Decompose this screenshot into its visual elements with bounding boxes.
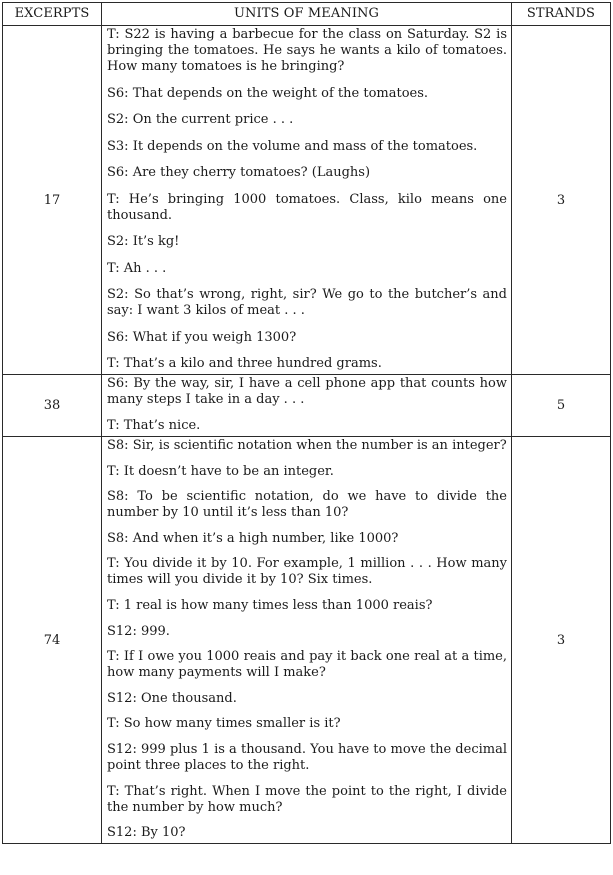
dialogue-line: T: That’s a kilo and three hundred grams. [107,356,382,371]
dialogue-line: S6: Are they cherry tomatoes? (Laughs) [107,165,371,180]
dialogue-line: S6: That depends on the weight of the tomatoes. [107,85,429,101]
dialogue-line: T: He’s bringing 1000 tomatoes. Class, kilo means one thousand. [107,191,507,223]
excerpts-table [2,2,611,844]
header-units-of-meaning: UNITS OF MEANING [102,3,512,26]
dialogue-line: T: S22 is having a barbecue for the class on Saturday. S2 is bringing the tomatoes. He says he wants a kilo of tomatoes. How many tomatoes is he bringing? [107,27,507,74]
dialogue-line: S12: 999 plus 1 is a thousand. You have to move the decimal point three places to the right. [107,741,507,773]
dialogue-line: S3: It depends on the volume and mass of the tomatoes. [107,138,478,154]
units-of-meaning-cell [102,26,512,375]
header-excerpts: EXCERPTS [3,3,102,26]
dialogue-line: S6: What if you weigh 1300? [107,329,297,345]
excerpt-number: 74 [3,437,102,844]
strands-count: 3 [512,26,611,375]
dialogue-line: T: So how many times smaller is it? [107,716,341,732]
table-row [3,26,611,375]
dialogue-line: S2: It’s kg! [107,234,180,249]
dialogue-line: S8: And when it’s a high number, like 1000? [107,530,399,546]
header-strands: STRANDS [512,3,611,26]
excerpt-number: 38 [3,375,102,437]
dialogue-line: T: It doesn’t have to be an integer. [107,463,334,479]
units-of-meaning-cell [102,437,512,844]
table-row [3,437,611,844]
dialogue-line: T: That’s right. When I move the point to the right, I divide the number by how much? [107,783,507,815]
strands-count: 3 [512,437,611,844]
dialogue-line: S6: By the way, sir, I have a cell phone app that counts how many steps I take in a day . . . [107,376,507,407]
excerpt-number: 17 [3,26,102,375]
dialogue-line: S8: To be scientific notation, do we have to divide the number by 10 until it’s less than 10? [107,489,507,521]
dialogue-line: S12: By 10? [107,825,186,841]
strands-count: 5 [512,375,611,437]
dialogue-line: S2: On the current price . . . [107,112,294,127]
dialogue-line: S2: So that’s wrong, right, sir? We go to the butcher’s and say: I want 3 kilos of meat . . . [107,287,507,318]
dialogue-line: S12: 999. [107,623,170,639]
dialogue-line: T: You divide it by 10. For example, 1 million . . . How many times will you divide it by 10? Six times. [107,556,507,588]
dialogue-line: T: That’s nice. [107,418,201,433]
dialogue-line: S12: One thousand. [107,690,237,706]
dialogue-line: T: Ah . . . [107,260,167,276]
table-row [3,375,611,437]
dialogue-line: T: 1 real is how many times less than 1000 reais? [107,597,433,613]
header-row [3,3,611,26]
dialogue-line: S8: Sir, is scientific notation when the number is an integer? [107,438,507,453]
dialogue-line: T: If I owe you 1000 reais and pay it back one real at a time, how many payments will I make? [107,649,507,681]
units-of-meaning-cell [102,375,512,437]
